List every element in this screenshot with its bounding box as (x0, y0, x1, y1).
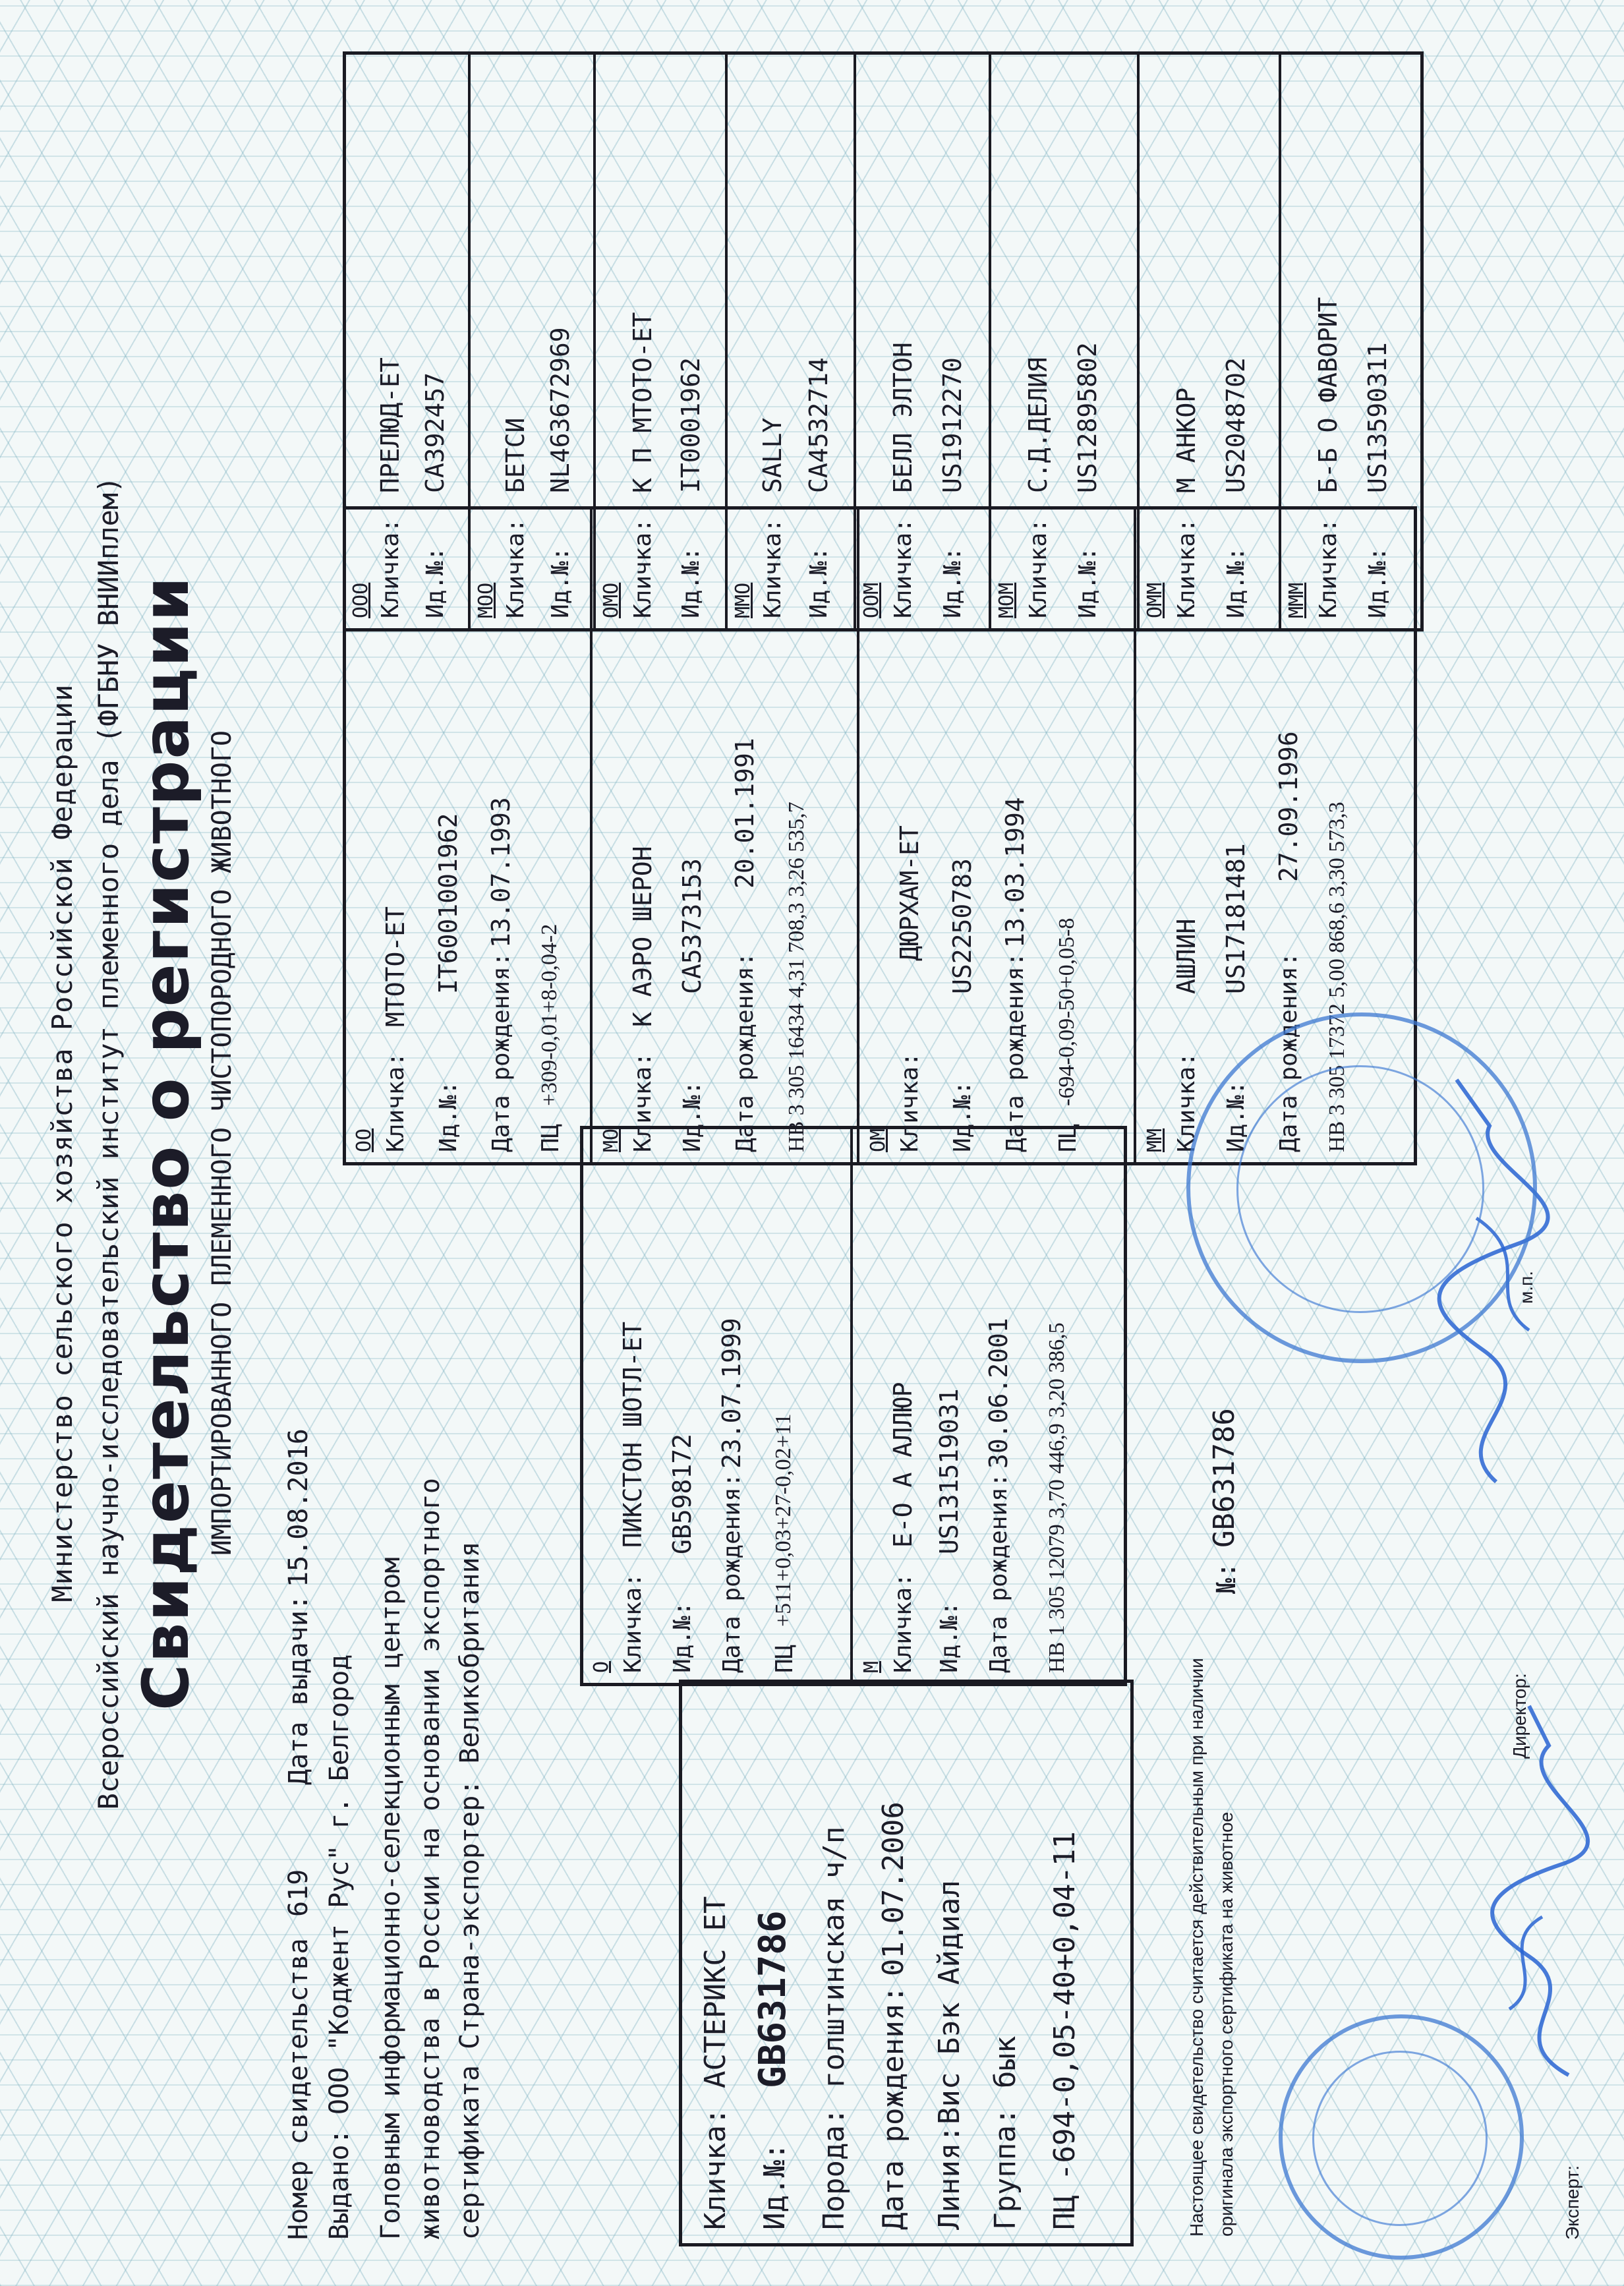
cert-number-label: Номер свидетельства (283, 1938, 314, 2240)
center-line-3: сертификата Страна-экспортер: Великобритания (455, 1541, 485, 2240)
oom-code: ООМ (860, 582, 883, 618)
footer-num: GB631786 (1207, 1408, 1241, 1548)
o-id: GB598172 (668, 1433, 697, 1554)
animal-birth-label: Дата рождения: (877, 1985, 910, 2230)
mo-birth-label: Дата рождения: (732, 952, 759, 1152)
oo-birth: 13.07.1993 (486, 797, 515, 948)
animal-id-label: Ид.№: (758, 2142, 792, 2230)
om-pc-label: ПЦ (1055, 1123, 1082, 1152)
om-birth: 13.03.1994 (1000, 797, 1030, 948)
mmm-id: US13590311 (1363, 342, 1392, 493)
validity-line-1: Настоящее свидетельство считается действительным при наличии (1186, 1658, 1207, 2237)
omm-id: US2048702 (1221, 357, 1250, 493)
omo-code: ОМО (600, 582, 623, 618)
ooo-name-label: Кличка: (377, 518, 404, 618)
center-line-2: животноводства в России на основании экспортного (415, 1478, 446, 2240)
mmm-name: Б-Б О ФАВОРИТ (1314, 297, 1343, 493)
institute-seal (1186, 1012, 1537, 1363)
director-label: Директор: (1509, 1673, 1530, 1759)
institute-seal-inner-ring (1236, 1065, 1484, 1313)
mo-code: МО (600, 1128, 623, 1152)
oo-name: МТОТО-ЕТ (381, 906, 410, 1027)
ministry-line: Министерство сельского хозяйства Российской Федерации (46, 684, 78, 1602)
document-subtitle: ИМПОРТИРОВАННОГО ПЛЕМЕННОГО ЧИСТОПОРОДНОГО ЖИВОТНОГО (207, 730, 237, 1556)
mo-id: CA5373153 (678, 858, 707, 994)
document-title: Свидетельство о регистрации (129, 575, 203, 1711)
expert-signature (1470, 1693, 1602, 2088)
moo-id-label: Ид.№: (547, 546, 574, 618)
animal-breed-label: Порода: (817, 2107, 851, 2230)
m-id: US131519031 (935, 1388, 964, 1554)
mo-name-label: Кличка: (629, 1052, 656, 1152)
issue-date: 15.08.2016 (283, 1428, 314, 1587)
ggp-divider-3 (725, 51, 728, 631)
o-birth-label: Дата рождения: (718, 1473, 745, 1673)
mo-id-label: Ид.№: (679, 1080, 706, 1152)
animal-pc: -694-0,05-40+0,04-11 (1048, 1831, 1082, 2181)
mom-name-label: Кличка: (1025, 518, 1052, 618)
mom-id: US12895802 (1073, 342, 1102, 493)
omo-name-label: Кличка: (629, 518, 656, 618)
animal-pc-label: ПЦ (1048, 2195, 1082, 2230)
om-name-label: Кличка: (896, 1052, 923, 1152)
mmm-name-label: Кличка: (1315, 518, 1342, 618)
animal-id: GB631786 (751, 1910, 794, 2088)
oom-id-label: Ид.№: (939, 546, 966, 618)
oo-pc-label: ПЦ (537, 1123, 564, 1152)
o-code: О (590, 1660, 613, 1673)
mmm-code: МММ (1285, 582, 1308, 618)
expert-seal (1279, 2014, 1524, 2260)
footer-num-label: №: (1211, 1562, 1242, 1594)
ggp-divider-4 (854, 51, 856, 631)
o-birth: 23.07.1999 (717, 1318, 746, 1469)
omm-code: ОММ (1144, 582, 1167, 618)
moo-id: NL463672969 (546, 327, 575, 493)
oom-name: БЕЛЛ ЭЛТОН (888, 342, 917, 493)
animal-group: бык (989, 2036, 1022, 2088)
ggp-divider-5 (989, 51, 991, 631)
oom-id: US1912270 (938, 357, 967, 493)
mm-birth-label: Дата рождения: (1275, 952, 1302, 1152)
institute-line: Всероссийский научно-исследовательский институт племенного дела (ФГБНУ ВНИИплем) (92, 476, 125, 1810)
mm-birth: 27.09.1996 (1274, 731, 1303, 882)
mo-nv: НВ 3 305 16434 4,31 708,3 3,26 535,7 (784, 802, 809, 1152)
mm-id-label: Ид.№: (1223, 1080, 1250, 1152)
oo-id-label: Ид.№: (435, 1080, 462, 1152)
om-name: ДЮРХАМ-ЕТ (895, 825, 924, 961)
animal-group-label: Группа: (989, 2107, 1022, 2230)
oo-name-label: Кличка: (382, 1052, 409, 1152)
animal-breed: голштинская ч/п (817, 1826, 851, 2088)
oo-birth-label: Дата рождения: (488, 952, 515, 1152)
o-id-label: Ид.№: (669, 1601, 696, 1673)
issue-date-label: Дата выдачи: (283, 1595, 314, 1785)
animal-line: Вис Бэк Айдиал (933, 1880, 966, 2125)
mmo-id-label: Ид.№: (805, 546, 832, 618)
m-nv: НВ 1 305 12079 3,70 446,9 3,20 386,5 (1045, 1322, 1069, 1673)
om-pc: -694-0,09-50+0,05-8 (1055, 918, 1079, 1106)
mom-id-label: Ид.№: (1074, 546, 1101, 618)
omo-id: IT0001962 (676, 357, 705, 493)
mmo-name-label: Кличка: (759, 518, 786, 618)
o-pc: +511+0,03+27-0,02+11 (771, 1413, 796, 1627)
center-line-1: Головным информационно-селекционным центром (376, 1557, 406, 2240)
ggp-divider-1 (468, 51, 471, 631)
animal-birth: 01.07.2006 (877, 1802, 910, 1976)
moo-name: БЕТСИ (501, 417, 530, 493)
animal-name: АСТЕРИКС ЕТ (699, 1896, 732, 2088)
mmo-id: CA4532714 (804, 357, 833, 493)
mm-nv: НВ 3 305 17372 5,00 868,6 3,30 573,3 (1325, 802, 1349, 1152)
m-id-label: Ид.№: (936, 1601, 963, 1673)
mmo-name: SALLY (758, 417, 787, 493)
animal-line-label: Линия: (933, 2125, 966, 2230)
mm-code: ММ (1144, 1128, 1167, 1152)
omm-name-label: Кличка: (1173, 518, 1200, 618)
ggp-divider-2 (593, 51, 596, 631)
omo-id-label: Ид.№: (678, 546, 705, 618)
ooo-code: ООО (349, 582, 372, 618)
issued-to: ООО "Коджент Рус" г. Белгород (324, 1654, 355, 2115)
m-code: М (860, 1660, 883, 1673)
m-birth-label: Дата рождения: (985, 1473, 1012, 1673)
expert-seal-inner-ring (1312, 2051, 1488, 2226)
om-id: US2250783 (948, 858, 977, 994)
validity-line-2: оригинала экспортного сертификата на животное (1216, 1811, 1236, 2237)
ooo-id-label: Ид.№: (422, 546, 449, 618)
ooo-id: CA392457 (420, 372, 450, 493)
m-name-label: Кличка: (890, 1573, 917, 1673)
om-birth-label: Дата рождения: (1002, 952, 1029, 1152)
expert-label: Эксперт: (1562, 2165, 1582, 2240)
oo-id: IT6001001962 (434, 813, 463, 994)
mm-name-label: Кличка: (1173, 1052, 1200, 1152)
m-birth: 30.06.2001 (984, 1318, 1013, 1469)
ggp-left-border (343, 629, 1424, 631)
omm-id-label: Ид.№: (1223, 546, 1250, 618)
issued-to-label: Выдано: (324, 2128, 355, 2240)
mom-name: С.Д.ДЕЛИЯ (1024, 357, 1053, 493)
oom-name-label: Кличка: (890, 518, 917, 618)
mm-id: US17181481 (1221, 843, 1250, 994)
mmm-id-label: Ид.№: (1364, 546, 1391, 618)
omm-name: М АНКОР (1172, 387, 1201, 493)
om-code: ОМ (867, 1128, 890, 1152)
cert-number: 619 (283, 1869, 314, 1917)
animal-name-label: Кличка: (699, 2107, 732, 2230)
oo-pc: +309-0,01+8-0,04-2 (537, 923, 562, 1106)
ggp-divider-7 (1279, 51, 1281, 631)
mp-label: м.п. (1516, 1271, 1536, 1304)
mmo-code: ММО (732, 582, 755, 618)
omo-name: К П МТОТО-ЕТ (628, 312, 657, 493)
m-name: Е-О А АЛЛЮР (888, 1382, 917, 1548)
o-name-label: Кличка: (620, 1573, 647, 1673)
om-id-label: Ид.№: (949, 1080, 976, 1152)
mo-name: К АЭРО ШЕРОН (628, 846, 657, 1027)
oo-code: ОО (353, 1128, 376, 1152)
moo-code: МОО (475, 582, 498, 618)
mom-code: МОМ (995, 582, 1018, 618)
mm-name: АШЛИН (1172, 918, 1201, 994)
o-pc-label: ПЦ (771, 1644, 798, 1673)
ooo-name: ПРЕЛЮД-ЕТ (376, 357, 405, 493)
parents-divider (850, 1126, 853, 1686)
o-name: ПИКСТОН ШОТЛ-ЕТ (618, 1321, 647, 1548)
mo-birth: 20.01.1991 (730, 738, 759, 889)
ggp-divider-6 (1137, 51, 1140, 631)
moo-name-label: Кличка: (502, 518, 529, 618)
